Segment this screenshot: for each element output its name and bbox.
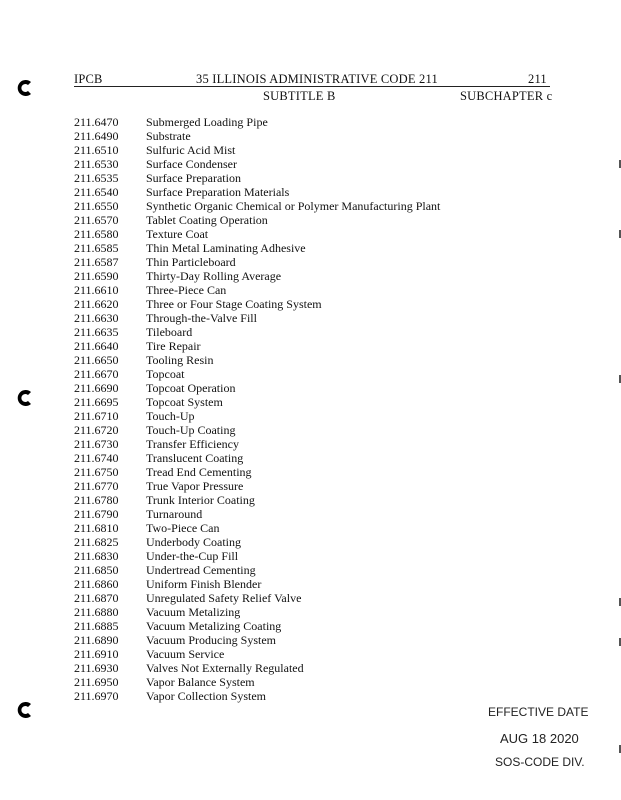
section-number: 211.6670	[74, 367, 119, 381]
section-term: Tablet Coating Operation	[146, 213, 268, 227]
header-rule	[74, 86, 550, 87]
section-number: 211.6830	[74, 549, 119, 563]
section-number: 211.6540	[74, 185, 119, 199]
section-term: Vacuum Producing System	[146, 633, 276, 647]
section-row	[74, 311, 440, 325]
effective-date-value: AUG 18 2020	[500, 731, 579, 746]
section-number: 211.6640	[74, 339, 119, 353]
section-term: Tileboard	[146, 325, 193, 339]
section-term: Vacuum Metalizing Coating	[146, 619, 282, 633]
section-term: Transfer Efficiency	[146, 437, 239, 451]
section-term: Underbody Coating	[146, 535, 241, 549]
section-row	[74, 451, 440, 465]
section-number: 211.6530	[74, 157, 119, 171]
section-row	[74, 269, 440, 283]
section-row	[74, 381, 440, 395]
section-term: Turnaround	[146, 507, 203, 521]
section-row	[74, 605, 440, 619]
section-term: Tire Repair	[146, 339, 201, 353]
section-term: Valves Not Externally Regulated	[146, 661, 304, 675]
section-number: 211.6930	[74, 661, 119, 675]
section-term: Vapor Balance System	[146, 675, 255, 689]
section-row	[74, 535, 440, 549]
effective-date-label: EFFECTIVE DATE	[488, 705, 589, 719]
section-row	[74, 563, 440, 577]
section-row	[74, 423, 440, 437]
section-term: Thin Metal Laminating Adhesive	[146, 241, 306, 255]
section-number: 211.6535	[74, 171, 119, 185]
section-row	[74, 227, 440, 241]
section-row	[74, 661, 440, 675]
section-row	[74, 339, 440, 353]
section-number: 211.6635	[74, 325, 119, 339]
section-row	[74, 549, 440, 563]
section-number: 211.6910	[74, 647, 119, 661]
section-term: Texture Coat	[146, 227, 209, 241]
section-row	[74, 241, 440, 255]
section-number: 211.6770	[74, 479, 119, 493]
section-row	[74, 171, 440, 185]
section-term: Three or Four Stage Coating System	[146, 297, 322, 311]
section-row	[74, 353, 440, 367]
punch-hole-icon	[14, 698, 38, 722]
section-row	[74, 577, 440, 591]
section-number: 211.6650	[74, 353, 119, 367]
section-term: Thirty-Day Rolling Average	[146, 269, 282, 283]
section-row	[74, 157, 440, 171]
section-term: Synthetic Organic Chemical or Polymer Manufacturing Plant	[146, 199, 441, 213]
section-number: 211.6780	[74, 493, 119, 507]
section-number: 211.6740	[74, 451, 119, 465]
section-term: Touch-Up	[146, 409, 195, 423]
section-row	[74, 507, 440, 521]
header-subchapter: SUBCHAPTER c	[460, 89, 553, 103]
section-list	[74, 115, 440, 703]
section-term: Substrate	[146, 129, 191, 143]
section-term: Uniform Finish Blender	[146, 577, 262, 591]
section-row	[74, 297, 440, 311]
section-row	[74, 185, 440, 199]
section-number: 211.6510	[74, 143, 119, 157]
punch-hole-icon	[14, 386, 38, 410]
section-number: 211.6570	[74, 213, 119, 227]
header-subtitle: SUBTITLE B	[263, 89, 336, 103]
section-term: Topcoat System	[146, 395, 223, 409]
section-row	[74, 255, 440, 269]
header-agency: IPCB	[74, 72, 103, 86]
section-row	[74, 521, 440, 535]
section-row	[74, 199, 440, 213]
section-number: 211.6950	[74, 675, 119, 689]
section-row	[74, 437, 440, 451]
section-row	[74, 465, 440, 479]
section-number: 211.6585	[74, 241, 119, 255]
section-term: Undertread Cementing	[146, 563, 256, 577]
section-number: 211.6750	[74, 465, 119, 479]
section-number: 211.6825	[74, 535, 119, 549]
code-division-label: SOS-CODE DIV.	[495, 755, 585, 769]
section-number: 211.6587	[74, 255, 119, 269]
section-term: Two-Piece Can	[146, 521, 220, 535]
section-row	[74, 689, 440, 703]
section-row	[74, 213, 440, 227]
section-number: 211.6620	[74, 297, 119, 311]
section-term: Vacuum Metalizing	[146, 605, 241, 619]
section-number: 211.6790	[74, 507, 119, 521]
section-number: 211.6870	[74, 591, 119, 605]
section-number: 211.6690	[74, 381, 119, 395]
section-term: Surface Condenser	[146, 157, 237, 171]
section-row	[74, 619, 440, 633]
section-term: Tooling Resin	[146, 353, 214, 367]
section-number: 211.6695	[74, 395, 119, 409]
section-number: 211.6810	[74, 521, 119, 535]
section-term: Topcoat	[146, 367, 185, 381]
section-row	[74, 591, 440, 605]
section-row	[74, 143, 440, 157]
section-number: 211.6550	[74, 199, 119, 213]
section-number: 211.6850	[74, 563, 119, 577]
section-number: 211.6860	[74, 577, 119, 591]
section-number: 211.6890	[74, 633, 119, 647]
section-term: Under-the-Cup Fill	[146, 549, 239, 563]
section-term: Through-the-Valve Fill	[146, 311, 257, 325]
section-term: Tread End Cementing	[146, 465, 252, 479]
section-term: Surface Preparation Materials	[146, 185, 290, 199]
section-number: 211.6630	[74, 311, 119, 325]
section-number: 211.6590	[74, 269, 119, 283]
header-code-title: 35 ILLINOIS ADMINISTRATIVE CODE 211	[196, 72, 438, 86]
section-term: Three-Piece Can	[146, 283, 227, 297]
section-number: 211.6490	[74, 129, 119, 143]
section-number: 211.6720	[74, 423, 119, 437]
section-row	[74, 325, 440, 339]
section-row	[74, 409, 440, 423]
section-row	[74, 647, 440, 661]
section-number: 211.6470	[74, 115, 119, 129]
section-row	[74, 129, 440, 143]
section-row	[74, 479, 440, 493]
section-term: Vapor Collection System	[146, 689, 266, 703]
section-term: Sulfuric Acid Mist	[146, 143, 236, 157]
section-row	[74, 493, 440, 507]
section-number: 211.6970	[74, 689, 119, 703]
section-number: 211.6880	[74, 605, 119, 619]
section-term: Surface Preparation	[146, 171, 241, 185]
section-row	[74, 367, 440, 381]
section-term: Submerged Loading Pipe	[146, 115, 268, 129]
section-row	[74, 633, 440, 647]
section-number: 211.6610	[74, 283, 119, 297]
header-part-number: 211	[528, 72, 547, 86]
section-term: Topcoat Operation	[146, 381, 236, 395]
section-row	[74, 283, 440, 297]
section-number: 211.6885	[74, 619, 119, 633]
section-number: 211.6580	[74, 227, 119, 241]
section-term: Trunk Interior Coating	[146, 493, 255, 507]
section-term: Vacuum Service	[146, 647, 225, 661]
section-term: Thin Particleboard	[146, 255, 236, 269]
punch-hole-icon	[14, 76, 38, 100]
section-row	[74, 395, 440, 409]
section-term: Translucent Coating	[146, 451, 244, 465]
section-term: Unregulated Safety Relief Valve	[146, 591, 302, 605]
section-number: 211.6730	[74, 437, 119, 451]
section-row	[74, 675, 440, 689]
section-term: True Vapor Pressure	[146, 479, 244, 493]
section-row	[74, 115, 440, 129]
section-number: 211.6710	[74, 409, 119, 423]
section-term: Touch-Up Coating	[146, 423, 236, 437]
